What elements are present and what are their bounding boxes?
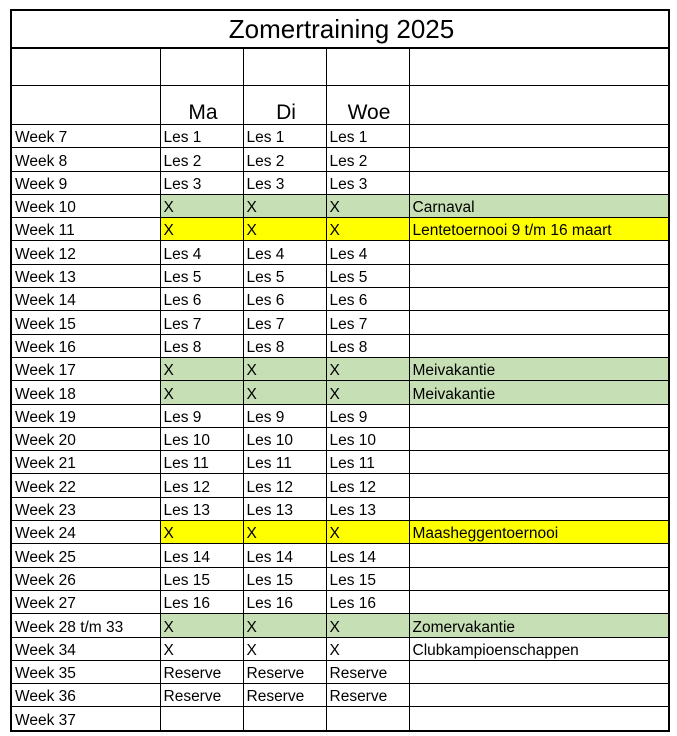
di-cell[interactable]: Les 5	[243, 264, 326, 287]
table-row	[11, 521, 669, 544]
ma-cell[interactable]: Les 10	[160, 427, 243, 450]
table-row	[11, 660, 669, 683]
table-row	[11, 614, 669, 637]
header-di[interactable]: Di	[243, 86, 326, 125]
blank-cell[interactable]	[243, 48, 326, 86]
woe-cell[interactable]: Reserve	[326, 660, 409, 683]
woe-cell[interactable]: X	[326, 614, 409, 637]
woe-cell[interactable]: X	[326, 637, 409, 660]
table-row	[11, 684, 669, 707]
week-cell[interactable]: Week 25	[11, 544, 160, 567]
di-cell[interactable]: Les 16	[243, 590, 326, 613]
note-cell[interactable]	[409, 567, 669, 590]
note-cell[interactable]	[409, 707, 669, 731]
week-cell[interactable]: Week 15	[11, 311, 160, 334]
note-cell[interactable]: Clubkampioenschappen	[409, 637, 669, 660]
di-cell[interactable]: X	[243, 521, 326, 544]
table-row	[11, 544, 669, 567]
note-cell[interactable]	[409, 427, 669, 450]
ma-cell[interactable]: Les 3	[160, 171, 243, 194]
note-cell[interactable]	[409, 590, 669, 613]
di-cell[interactable]: Reserve	[243, 684, 326, 707]
ma-cell[interactable]: X	[160, 194, 243, 217]
ma-cell[interactable]: X	[160, 218, 243, 241]
week-cell[interactable]: Week 35	[11, 660, 160, 683]
ma-cell[interactable]: X	[160, 521, 243, 544]
woe-cell[interactable]: Les 1	[326, 125, 409, 148]
woe-cell[interactable]: Les 7	[326, 311, 409, 334]
table-row	[11, 171, 669, 194]
note-cell[interactable]: Meivakantie	[409, 381, 669, 404]
woe-cell[interactable]: X	[326, 218, 409, 241]
ma-cell[interactable]: Reserve	[160, 660, 243, 683]
table-row	[11, 497, 669, 520]
note-cell[interactable]: Lentetoernooi 9 t/m 16 maart	[409, 218, 669, 241]
ma-cell[interactable]: Les 15	[160, 567, 243, 590]
di-cell[interactable]: Les 7	[243, 311, 326, 334]
blank-cell[interactable]	[11, 48, 160, 86]
table-row	[11, 218, 669, 241]
woe-cell[interactable]: X	[326, 194, 409, 217]
woe-cell[interactable]: Les 10	[326, 427, 409, 450]
note-cell[interactable]	[409, 241, 669, 264]
table-row	[11, 264, 669, 287]
header-ma[interactable]: Ma	[160, 86, 243, 125]
ma-cell[interactable]: X	[160, 357, 243, 380]
woe-cell[interactable]: Les 2	[326, 148, 409, 171]
di-cell[interactable]: Les 1	[243, 125, 326, 148]
ma-cell[interactable]: Les 1	[160, 125, 243, 148]
week-cell[interactable]: Week 28 t/m 33	[11, 614, 160, 637]
ma-cell[interactable]	[160, 707, 243, 731]
week-cell[interactable]: Week 18	[11, 381, 160, 404]
di-cell[interactable]: Les 15	[243, 567, 326, 590]
table-row	[11, 148, 669, 171]
woe-cell[interactable]	[326, 707, 409, 731]
week-cell[interactable]: Week 12	[11, 241, 160, 264]
table-row	[11, 474, 669, 497]
woe-cell[interactable]: Les 9	[326, 404, 409, 427]
table-row	[11, 334, 669, 357]
header-woe[interactable]: Woe	[326, 86, 409, 125]
di-cell[interactable]: Les 10	[243, 427, 326, 450]
week-cell[interactable]: Week 17	[11, 357, 160, 380]
week-cell[interactable]: Week 10	[11, 194, 160, 217]
di-cell[interactable]: Les 14	[243, 544, 326, 567]
di-cell[interactable]: Les 13	[243, 497, 326, 520]
week-cell[interactable]: Week 20	[11, 427, 160, 450]
woe-cell[interactable]: X	[326, 357, 409, 380]
header-note[interactable]	[409, 86, 669, 125]
sheet-title[interactable]: Zomertraining 2025	[11, 10, 669, 48]
table-row	[11, 125, 669, 148]
week-cell[interactable]: Week 27	[11, 590, 160, 613]
di-cell[interactable]: Les 3	[243, 171, 326, 194]
table-row	[11, 288, 669, 311]
ma-cell[interactable]: X	[160, 614, 243, 637]
di-cell[interactable]: X	[243, 357, 326, 380]
ma-cell[interactable]: X	[160, 381, 243, 404]
ma-cell[interactable]: Les 11	[160, 451, 243, 474]
ma-cell[interactable]: Reserve	[160, 684, 243, 707]
woe-cell[interactable]: Les 4	[326, 241, 409, 264]
table-row	[11, 567, 669, 590]
ma-cell[interactable]: Les 6	[160, 288, 243, 311]
table-row	[11, 404, 669, 427]
woe-cell[interactable]: Les 15	[326, 567, 409, 590]
week-cell[interactable]: Week 37	[11, 707, 160, 731]
note-cell[interactable]	[409, 660, 669, 683]
di-cell[interactable]: Reserve	[243, 660, 326, 683]
table-row	[11, 311, 669, 334]
week-cell[interactable]: Week 9	[11, 171, 160, 194]
week-cell[interactable]: Week 19	[11, 404, 160, 427]
woe-cell[interactable]: Les 13	[326, 497, 409, 520]
di-cell[interactable]	[243, 707, 326, 731]
di-cell[interactable]: Les 11	[243, 451, 326, 474]
note-cell[interactable]	[409, 404, 669, 427]
note-cell[interactable]	[409, 148, 669, 171]
woe-cell[interactable]: Les 16	[326, 590, 409, 613]
table-row	[11, 637, 669, 660]
note-cell[interactable]	[409, 497, 669, 520]
di-cell[interactable]: X	[243, 194, 326, 217]
note-cell[interactable]	[409, 311, 669, 334]
woe-cell[interactable]: Les 11	[326, 451, 409, 474]
table-row	[11, 427, 669, 450]
woe-cell[interactable]: Les 14	[326, 544, 409, 567]
table-row	[11, 707, 669, 731]
note-cell[interactable]	[409, 474, 669, 497]
di-cell[interactable]: X	[243, 381, 326, 404]
di-cell[interactable]: Les 6	[243, 288, 326, 311]
ma-cell[interactable]: X	[160, 637, 243, 660]
woe-cell[interactable]: Les 8	[326, 334, 409, 357]
di-cell[interactable]: X	[243, 218, 326, 241]
week-cell[interactable]: Week 11	[11, 218, 160, 241]
ma-cell[interactable]: Les 7	[160, 311, 243, 334]
blank-cell[interactable]	[409, 48, 669, 86]
woe-cell[interactable]: Reserve	[326, 684, 409, 707]
di-cell[interactable]: Les 4	[243, 241, 326, 264]
di-cell[interactable]: Les 2	[243, 148, 326, 171]
woe-cell[interactable]: X	[326, 381, 409, 404]
week-cell[interactable]: Week 24	[11, 521, 160, 544]
week-cell[interactable]: Week 22	[11, 474, 160, 497]
woe-cell[interactable]: Les 3	[326, 171, 409, 194]
week-cell[interactable]: Week 23	[11, 497, 160, 520]
week-cell[interactable]: Week 7	[11, 125, 160, 148]
note-cell[interactable]	[409, 334, 669, 357]
note-cell[interactable]: Zomervakantie	[409, 614, 669, 637]
ma-cell[interactable]: Les 9	[160, 404, 243, 427]
week-cell[interactable]: Week 36	[11, 684, 160, 707]
note-cell[interactable]	[409, 171, 669, 194]
week-cell[interactable]: Week 14	[11, 288, 160, 311]
week-cell[interactable]: Week 26	[11, 567, 160, 590]
di-cell[interactable]: Les 9	[243, 404, 326, 427]
note-cell[interactable]	[409, 684, 669, 707]
ma-cell[interactable]: Les 2	[160, 148, 243, 171]
header-week[interactable]	[11, 86, 160, 125]
note-cell[interactable]	[409, 544, 669, 567]
training-schedule-table	[10, 9, 670, 732]
woe-cell[interactable]: X	[326, 521, 409, 544]
note-cell[interactable]: Maasheggentoernooi	[409, 521, 669, 544]
ma-cell[interactable]: Les 4	[160, 241, 243, 264]
table-row	[11, 241, 669, 264]
table-row	[11, 590, 669, 613]
blank-cell[interactable]	[326, 48, 409, 86]
di-cell[interactable]: X	[243, 637, 326, 660]
woe-cell[interactable]: Les 6	[326, 288, 409, 311]
table-row	[11, 381, 669, 404]
woe-cell[interactable]: Les 5	[326, 264, 409, 287]
ma-cell[interactable]: Les 13	[160, 497, 243, 520]
note-cell[interactable]	[409, 451, 669, 474]
week-cell[interactable]: Week 13	[11, 264, 160, 287]
week-cell[interactable]: Week 21	[11, 451, 160, 474]
ma-cell[interactable]: Les 8	[160, 334, 243, 357]
ma-cell[interactable]: Les 16	[160, 590, 243, 613]
table-row	[11, 357, 669, 380]
note-cell[interactable]: Meivakantie	[409, 357, 669, 380]
week-cell[interactable]: Week 8	[11, 148, 160, 171]
ma-cell[interactable]: Les 12	[160, 474, 243, 497]
note-cell[interactable]	[409, 288, 669, 311]
note-cell[interactable]	[409, 125, 669, 148]
woe-cell[interactable]: Les 12	[326, 474, 409, 497]
note-cell[interactable]: Carnaval	[409, 194, 669, 217]
di-cell[interactable]: Les 12	[243, 474, 326, 497]
di-cell[interactable]: Les 8	[243, 334, 326, 357]
table-row	[11, 451, 669, 474]
week-cell[interactable]: Week 34	[11, 637, 160, 660]
table-row	[11, 194, 669, 217]
ma-cell[interactable]: Les 14	[160, 544, 243, 567]
di-cell[interactable]: X	[243, 614, 326, 637]
week-cell[interactable]: Week 16	[11, 334, 160, 357]
ma-cell[interactable]: Les 5	[160, 264, 243, 287]
note-cell[interactable]	[409, 264, 669, 287]
blank-cell[interactable]	[160, 48, 243, 86]
